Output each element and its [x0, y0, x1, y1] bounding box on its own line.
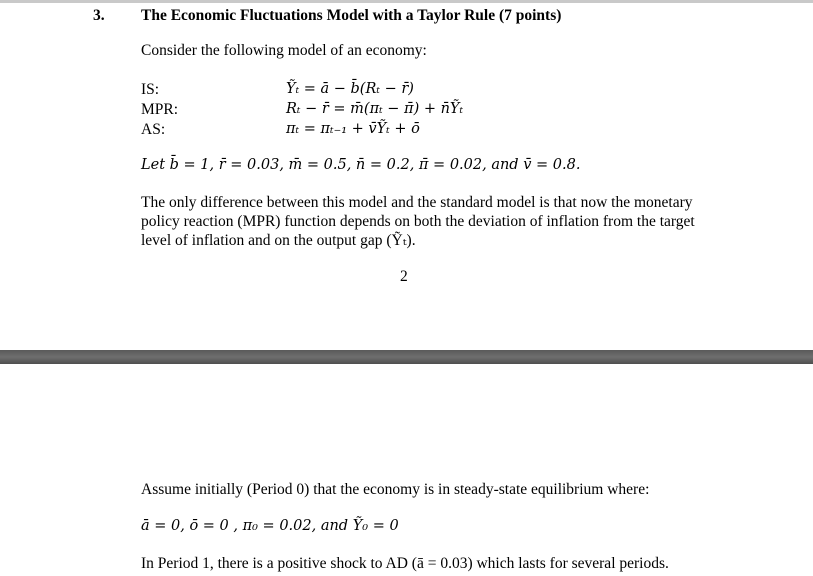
shock-text: In Period 1, there is a positive shock to AD (ā = 0.03) which lasts for several periods. [141, 555, 669, 572]
mpr-equation: Rₜ − r̄ = m̄(πₜ − π̄) + n̄Ỹₜ [286, 101, 464, 117]
parameter-values: Let b̄ = 1, r̄ = 0.03, m̄ = 0.5, n̄ = 0.2, π̄ = 0.02, and v̄ = 0.8. [141, 157, 581, 173]
question-number: 3. [93, 7, 105, 24]
paragraph-line: The only difference between this model and the standard model is that now the monetary [141, 194, 693, 211]
assume-text: Assume initially (Period 0) that the economy is in steady-state equilibrium where: [141, 481, 650, 498]
initial-conditions: ā = 0, ō = 0 , π₀ = 0.02, and Ỹ₀ = 0 [141, 518, 399, 534]
is-equation: Ỹₜ = ā − b̄(Rₜ − r̄) [286, 81, 414, 97]
is-label: IS: [141, 81, 160, 98]
page-break-divider [0, 350, 813, 364]
question-title: The Economic Fluctuations Model with a Taylor Rule (7 points) [141, 7, 562, 24]
as-label: AS: [141, 121, 166, 138]
as-equation: πₜ = πₜ₋₁ + v̄Ỹₜ + ō [286, 121, 420, 137]
page-top-border [0, 0, 813, 3]
page-number: 2 [400, 268, 408, 285]
mpr-label: MPR: [141, 101, 179, 118]
intro-text: Consider the following model of an economy: [141, 42, 427, 59]
paragraph [141, 193, 695, 250]
paragraph-line: policy reaction (MPR) function depends on both the deviation of inflation from the target [141, 213, 695, 230]
paragraph-line: level of inflation and on the output gap (Ỹₜ). [141, 232, 416, 249]
